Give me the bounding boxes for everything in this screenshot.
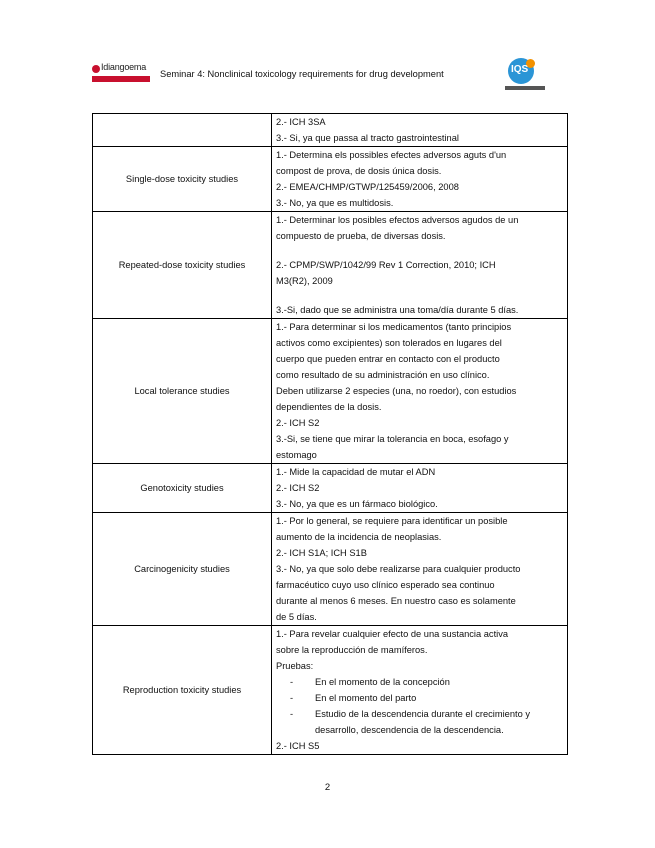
detail-line: compost de prova, de dosis única dosis. [276,166,442,176]
study-label-cell: Single-dose toxicity studies [93,147,272,212]
page-header [92,58,568,92]
detail-line: 2.- ICH 3SA [276,117,326,127]
bullet-item [276,674,563,690]
study-label-cell [93,114,272,147]
detail-line: 3.- No, ya que es multidosis. [276,198,394,208]
table-row [93,464,568,513]
table-row [93,114,568,147]
detail-line: estomago [276,450,317,460]
study-label-cell: Local tolerance studies [93,319,272,464]
study-detail-cell [272,626,568,755]
toxicity-studies-table [92,113,568,755]
detail-line: compuesto de prueba, de diversas dosis. [276,231,446,241]
bullet-marker: - [290,693,294,703]
study-detail-cell [272,147,568,212]
detail-line: durante al menos 6 meses. En nuestro caso es solamente [276,596,516,606]
table-row [93,513,568,626]
detail-line: 1.- Para determinar si los medicamentos (tanto principios [276,322,512,332]
study-label-cell: Carcinogenicity studies [93,513,272,626]
detail-line: 1.- Para revelar cualquier efecto de una sustancia activa [276,629,509,639]
study-label-cell: Repeated-dose toxicity studies [93,212,272,319]
table-row [93,212,568,319]
company-logo-left [92,62,152,83]
bullet-marker: - [290,709,294,719]
detail-line: Pruebas: [276,661,314,671]
study-detail-cell [272,513,568,626]
detail-line: dependientes de la dosis. [276,402,382,412]
page-number: 2 [324,782,331,793]
detail-line: 2.- CPMP/SWP/1042/99 Rev 1 Correction, 2010; ICH [276,260,496,270]
detail-line: cuerpo que pueden entrar en contacto con el producto [276,354,500,364]
logo-bar-icon [92,76,150,82]
detail-line: Deben utilizarse 2 especies (una, no roedor), con estudios [276,386,517,396]
detail-line: 3.-Si, se tiene que mirar la tolerancia en boca, esofago y [276,434,509,444]
table-row [93,626,568,755]
detail-line: 2.- ICH S2 [276,483,320,493]
bullet-item [276,706,563,738]
detail-line: 3.- No, ya que es un fármaco biológico. [276,499,438,509]
header-title: Seminar 4: Nonclinical toxicology requirements for drug development [160,69,444,79]
study-detail-cell [272,114,568,147]
bullet-text: En el momento de la concepción [315,677,450,687]
bullet-marker: - [290,677,294,687]
logo-underline-icon [505,86,545,90]
blank-line [276,289,563,302]
detail-line: 2.- ICH S1A; ICH S1B [276,548,367,558]
detail-line: 1.- Mide la capacidad de mutar el ADN [276,467,436,477]
detail-line: M3(R2), 2009 [276,276,333,286]
detail-line: 2.- EMEA/CHMP/GTWP/125459/2006, 2008 [276,182,459,192]
detail-line: 3.-Si, dado que se administra una toma/día durante 5 días. [276,305,519,315]
table-row [93,147,568,212]
company-logo-text: Idiangoema [101,62,147,72]
detail-line: activos como excipientes) son tolerados en lugares del [276,338,502,348]
detail-line: 2.- ICH S2 [276,418,320,428]
detail-line: como resultado de su administración en uso clínico. [276,370,490,380]
detail-line: aumento de la incidencia de neoplasias. [276,532,442,542]
blank-line [276,244,563,257]
bullet-text: Estudio de la descendencia durante el crecimiento y desarrollo, descendencia de la descendencia. [315,709,530,735]
detail-line: 3.- Si, ya que passa al tracto gastrointestinal [276,133,459,143]
detail-line: farmacéutico cuyo uso clínico esperado sea continuo [276,580,495,590]
study-label-cell: Reproduction toxicity studies [93,626,272,755]
bullet-text: En el momento del parto [315,693,417,703]
table-row [93,319,568,464]
study-detail-cell [272,464,568,513]
logo-mark-icon [92,65,100,73]
detail-line: 3.- No, ya que solo debe realizarse para cualquier producto [276,564,521,574]
detail-line: de 5 días. [276,612,317,622]
detail-line: sobre la reproducción de mamíferos. [276,645,428,655]
study-label-cell: Genotoxicity studies [93,464,272,513]
institution-logo-right [505,58,545,92]
detail-line: 1.- Determina els possibles efectes adversos aguts d'un [276,150,507,160]
detail-line: 1.- Determinar los posibles efectos adversos agudos de un [276,215,519,225]
study-detail-cell [272,319,568,464]
detail-line: 2.- ICH S5 [276,741,320,751]
institution-logo-text: IQS [511,64,529,75]
detail-line: 1.- Por lo general, se requiere para identificar un posible [276,516,508,526]
study-detail-cell [272,212,568,319]
bullet-item [276,690,563,706]
